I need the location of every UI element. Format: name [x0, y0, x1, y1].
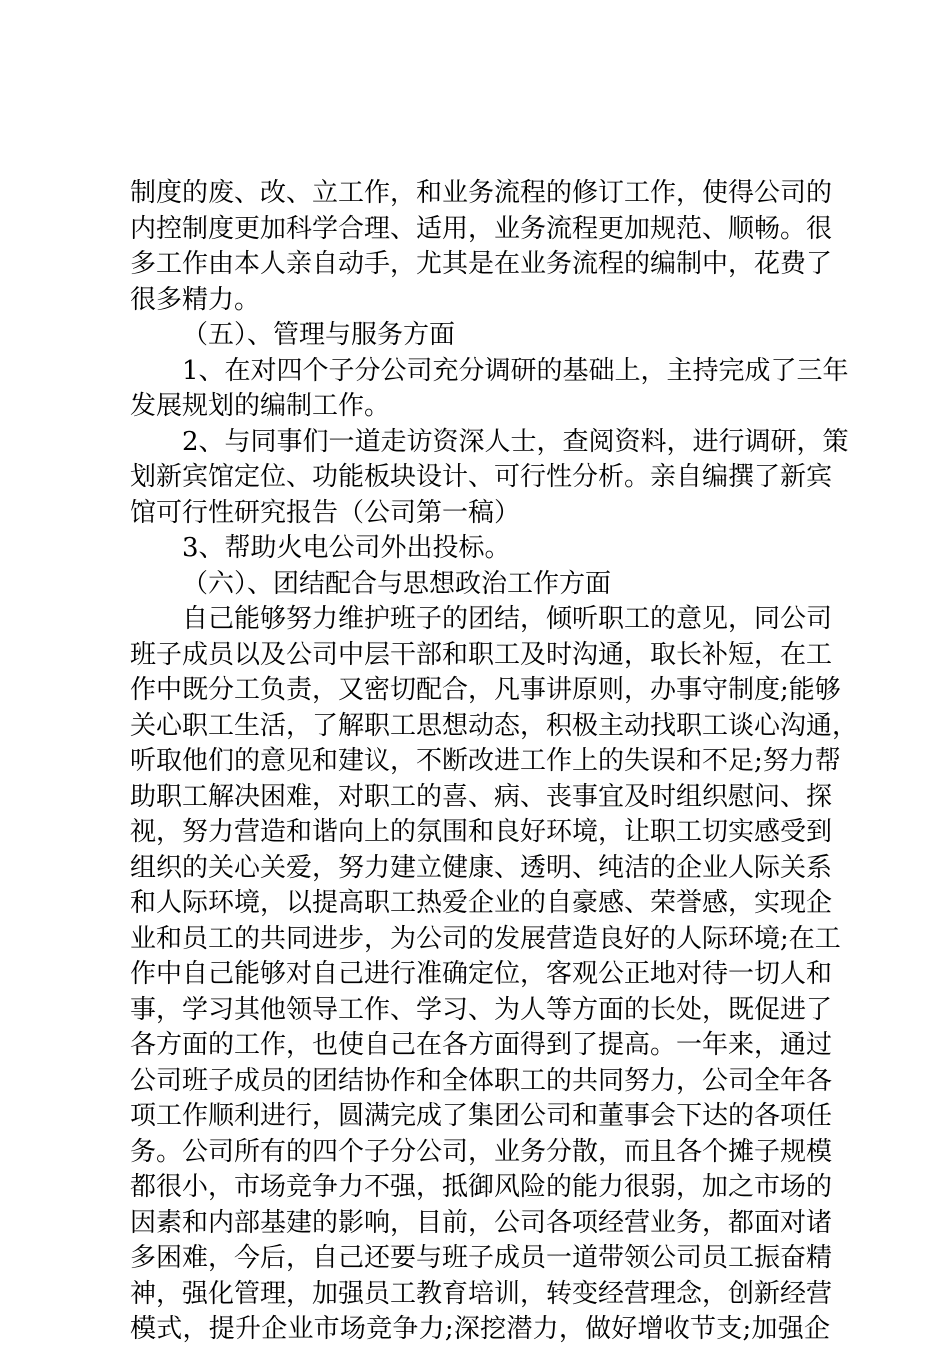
- text-line: 很多精力。: [130, 284, 261, 315]
- text-line: 内控制度更加科学合理、适用，业务流程更加规范、顺畅。很: [130, 213, 833, 244]
- text-line: 事，学习其他领导工作、学习、为人等方面的长处，既促进了: [130, 994, 833, 1025]
- section-heading: （六）、团结配合与思想政治工作方面: [182, 568, 612, 599]
- list-item: 2、与同事们一道走访资深人士，查阅资料，进行调研，策: [182, 426, 849, 457]
- text-line: 都很小，市场竞争力不强，抵御风险的能力很弱，加之市场的: [130, 1172, 833, 1202]
- text-line: 神，强化管理，加强员工教育培训，转变经营理念，创新经营: [130, 1278, 833, 1309]
- text-line: 制度的废、改、立工作，和业务流程的修订工作，使得公司的: [130, 178, 833, 208]
- text-line: 和人际环境，以提高职工热爱企业的自豪感、荣誉感，实现企: [130, 888, 833, 918]
- text-line: 因素和内部基建的影响，目前，公司各项经营业务，都面对诸: [130, 1207, 833, 1238]
- text-line: 多工作由本人亲自动手，尤其是在业务流程的编制中，花费了: [130, 249, 833, 279]
- document-page: [130, 176, 859, 1348]
- text-line: 作中既分工负责，又密切配合，凡事讲原则，办事守制度;能够: [130, 675, 841, 705]
- text-line: 务。公司所有的四个子分公司，业务分散，而且各个摊子规模: [130, 1136, 833, 1167]
- text-line: 多困难，今后，自己还要与班子成员一道带领公司员工振奋精: [130, 1243, 833, 1273]
- text-line: 发展规划的编制工作。: [130, 391, 391, 421]
- text-line: 业和员工的共同进步，为公司的发展营造良好的人际环境;在工: [130, 923, 841, 954]
- text-line: 作中自己能够对自己进行准确定位，客观公正地对待一切人和: [130, 959, 833, 989]
- section-heading: （五）、管理与服务方面: [182, 320, 456, 350]
- paragraph-first-line: 自己能够努力维护班子的团结，倾听职工的意见，同公司: [182, 604, 833, 634]
- text-line: 模式，提升企业市场竞争力;深挖潜力，做好增收节支;加强企: [130, 1314, 830, 1344]
- text-line: 项工作顺利进行，圆满完成了集团公司和董事会下达的各项任: [130, 1101, 833, 1131]
- text-line: 公司班子成员的团结协作和全体职工的共同努力，公司全年各: [130, 1065, 833, 1096]
- text-line: 班子成员以及公司中层干部和职工及时沟通，取长补短，在工: [130, 639, 833, 670]
- list-item: 1、在对四个子分公司充分调研的基础上，主持完成了三年: [182, 355, 849, 386]
- text-line: 组织的关心关爱，努力建立健康、透明、纯洁的企业人际关系: [130, 852, 833, 883]
- text-line: 各方面的工作，也使自己在各方面得到了提高。一年来，通过: [130, 1030, 833, 1060]
- text-line: 划新宾馆定位、功能板块设计、可行性分析。亲自编撰了新宾: [130, 462, 833, 492]
- text-line: 助职工解决困难，对职工的喜、病、丧事宜及时组织慰问、探: [130, 781, 833, 812]
- list-item: 3、帮助火电公司外出投标。: [182, 533, 511, 563]
- text-line: 关心职工生活，了解职工思想动态，积极主动找职工谈心沟通，: [130, 710, 859, 741]
- text-line: 视，努力营造和谐向上的氛围和良好环境，让职工切实感受到: [130, 817, 833, 847]
- text-line: 馆可行性研究报告（公司第一稿）: [130, 497, 521, 528]
- text-line: 听取他们的意见和建议，不断改进工作上的失误和不足;努力帮: [130, 746, 841, 776]
